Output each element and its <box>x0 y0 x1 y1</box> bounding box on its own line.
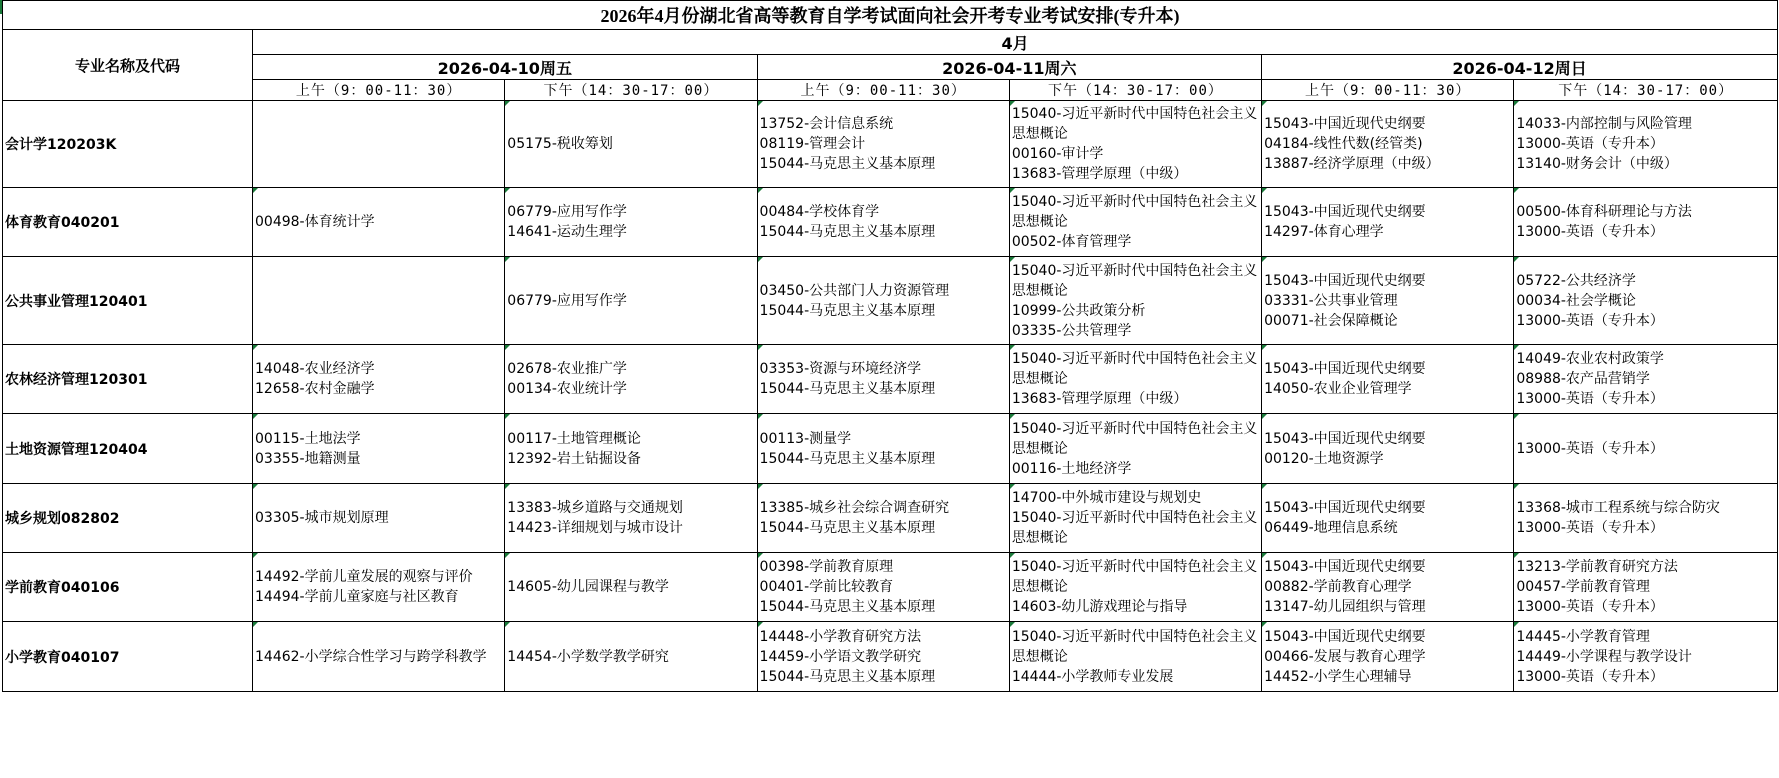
schedule-cell[interactable] <box>1514 414 1778 484</box>
exam-course: 14605-幼儿园课程与教学 <box>507 579 669 595</box>
schedule-cell[interactable] <box>253 622 505 692</box>
schedule-cell[interactable] <box>505 484 757 553</box>
exam-course: 08119-管理会计 <box>759 136 866 152</box>
schedule-cell[interactable] <box>757 553 1009 622</box>
exam-course: 13000-英语（专升本） <box>1516 136 1664 152</box>
exam-course: 15044-马克思主义基本原理 <box>759 156 936 172</box>
exam-course: 00502-体育管理学 <box>1011 234 1132 250</box>
schedule-cell[interactable] <box>253 257 505 345</box>
exam-course: 12658-农村金融学 <box>255 381 375 397</box>
schedule-cell[interactable] <box>253 553 505 622</box>
session-header-pm[interactable]: 下午（14：30-17：00） <box>505 80 757 101</box>
cell-comment-indicator-icon <box>758 345 763 350</box>
month-header[interactable]: 4月 <box>253 30 1778 55</box>
exam-course: 15043-中国近现代史纲要 <box>1264 559 1426 575</box>
schedule-cell[interactable] <box>1262 553 1514 622</box>
schedule-cell[interactable] <box>253 188 505 257</box>
exam-course: 14603-幼儿游戏理论与指导 <box>1011 599 1188 615</box>
cell-comment-indicator-icon <box>1010 257 1015 262</box>
schedule-cell[interactable] <box>253 101 505 188</box>
exam-course: 00498-体育统计学 <box>255 214 375 230</box>
exam-course: 13000-英语（专升本） <box>1516 391 1664 407</box>
exam-course: 14033-内部控制与风险管理 <box>1516 116 1692 132</box>
major-row <box>3 101 1778 188</box>
cell-comment-indicator-icon <box>758 101 763 106</box>
cell-comment-indicator-icon <box>1262 414 1267 419</box>
exam-course: 15044-马克思主义基本原理 <box>759 668 936 685</box>
exam-course: 15040-习近平新时代中国特色社会主义思想概论 <box>1011 510 1258 546</box>
exam-course: 00401-学前比较教育 <box>759 579 894 595</box>
exam-course: 13000-英语（专升本） <box>1516 599 1664 615</box>
exam-course: 15040-习近平新时代中国特色社会主义思想概论 <box>1011 351 1258 387</box>
cell-comment-indicator-icon <box>253 553 258 558</box>
major-row <box>3 257 1778 345</box>
schedule-cell[interactable] <box>505 257 757 345</box>
session-header-am[interactable]: 上午（9：00-11：30） <box>1262 80 1514 101</box>
cell-comment-indicator-icon <box>253 484 258 489</box>
cell-comment-indicator-icon <box>253 188 258 193</box>
exam-course: 14048-农业经济学 <box>255 361 375 377</box>
major-name-cell[interactable]: 农林经济管理120301 <box>3 345 253 414</box>
schedule-cell[interactable] <box>757 188 1009 257</box>
schedule-cell[interactable] <box>1009 622 1261 692</box>
schedule-cell[interactable] <box>757 484 1009 553</box>
cell-comment-indicator-icon <box>253 414 258 419</box>
exam-course: 03353-资源与环境经济学 <box>759 361 922 377</box>
day-row <box>3 55 1778 80</box>
exam-course: 12392-岩土钻掘设备 <box>507 450 641 467</box>
exam-course: 02678-农业推广学 <box>507 361 627 377</box>
cell-comment-indicator-icon <box>505 622 510 627</box>
cell-comment-indicator-icon <box>1010 553 1015 558</box>
cell-comment-indicator-icon <box>1514 188 1519 193</box>
schedule-cell[interactable] <box>505 345 757 414</box>
exam-course: 06779-应用写作学 <box>507 292 627 309</box>
cell-comment-indicator-icon <box>505 553 510 558</box>
exam-course: 00398-学前教育原理 <box>759 559 894 575</box>
schedule-cell[interactable] <box>505 188 757 257</box>
day-header-0411[interactable]: 2026-04-11周六 <box>757 55 1262 80</box>
exam-course: 15044-马克思主义基本原理 <box>759 381 936 397</box>
exam-course: 15040-习近平新时代中国特色社会主义思想概论 <box>1011 420 1258 457</box>
cell-comment-indicator-icon <box>1010 622 1015 627</box>
schedule-cell[interactable] <box>1514 345 1778 414</box>
exam-course: 14444-小学教师专业发展 <box>1011 668 1174 685</box>
major-name-cell[interactable]: 学前教育040106 <box>3 553 253 622</box>
cell-comment-indicator-icon <box>505 101 510 106</box>
session-header-pm[interactable]: 下午（14：30-17：00） <box>1009 80 1261 101</box>
exam-course: 00882-学前教育心理学 <box>1264 579 1412 595</box>
schedule-cell[interactable] <box>253 484 505 553</box>
cell-comment-indicator-icon <box>1262 622 1267 627</box>
exam-course: 00115-土地法学 <box>255 430 361 447</box>
schedule-cell[interactable] <box>1009 553 1261 622</box>
exam-course: 15040-习近平新时代中国特色社会主义思想概论 <box>1011 106 1258 142</box>
exam-course: 00116-土地经济学 <box>1011 460 1132 477</box>
exam-course: 08988-农产品营销学 <box>1516 371 1650 387</box>
session-header-am[interactable]: 上午（9：00-11：30） <box>757 80 1009 101</box>
sheet-title[interactable]: 2026年4月份湖北省高等教育自学考试面向社会开考专业考试安排(专升本) <box>3 1 1778 30</box>
schedule-cell[interactable] <box>1514 484 1778 553</box>
schedule-cell[interactable] <box>1009 101 1261 188</box>
exam-course: 14454-小学数学教学研究 <box>507 648 669 665</box>
exam-course: 00117-土地管理概论 <box>507 430 641 447</box>
exam-course: 03331-公共事业管理 <box>1264 292 1398 309</box>
cell-comment-indicator-icon <box>758 257 763 262</box>
cell-comment-indicator-icon <box>1010 484 1015 489</box>
exam-course: 15040-习近平新时代中国特色社会主义思想概论 <box>1011 628 1258 665</box>
exam-course: 13000-英语（专升本） <box>1516 312 1664 329</box>
exam-course: 15043-中国近现代史纲要 <box>1264 361 1426 377</box>
exam-course: 13000-英语（专升本） <box>1516 520 1664 536</box>
session-header-pm[interactable]: 下午（14：30-17：00） <box>1514 80 1778 101</box>
schedule-cell[interactable] <box>1262 188 1514 257</box>
exam-course: 00484-学校体育学 <box>759 204 880 220</box>
cell-comment-indicator-icon <box>505 257 510 262</box>
cell-comment-indicator-icon <box>505 414 510 419</box>
exam-course: 14448-小学教育研究方法 <box>759 628 922 645</box>
schedule-cell[interactable] <box>1262 257 1514 345</box>
exam-course: 14297-体育心理学 <box>1264 224 1384 240</box>
schedule-cell[interactable] <box>757 345 1009 414</box>
exam-course: 06779-应用写作学 <box>507 204 627 220</box>
exam-course: 15040-习近平新时代中国特色社会主义思想概论 <box>1011 559 1258 595</box>
cell-comment-indicator-icon <box>1010 188 1015 193</box>
cell-comment-indicator-icon <box>1514 414 1519 419</box>
cell-comment-indicator-icon <box>1010 414 1015 419</box>
exam-course: 00500-体育科研理论与方法 <box>1516 204 1692 220</box>
exam-course: 14050-农业企业管理学 <box>1264 381 1412 397</box>
schedule-cell[interactable] <box>1009 484 1261 553</box>
major-row <box>3 484 1778 553</box>
schedule-cell[interactable] <box>253 414 505 484</box>
major-name-cell[interactable]: 城乡规划082802 <box>3 484 253 553</box>
exam-course: 13368-城市工程系统与综合防灾 <box>1516 500 1720 516</box>
exam-course: 15044-马克思主义基本原理 <box>759 224 936 240</box>
schedule-cell[interactable] <box>1262 414 1514 484</box>
cell-comment-indicator-icon <box>758 553 763 558</box>
cell-comment-indicator-icon <box>1262 553 1267 558</box>
exam-course: 10999-公共政策分析 <box>1011 302 1146 319</box>
exam-course: 15044-马克思主义基本原理 <box>759 450 936 467</box>
cell-comment-indicator-icon <box>505 188 510 193</box>
exam-course: 13213-学前教育研究方法 <box>1516 559 1678 575</box>
schedule-cell[interactable] <box>505 553 757 622</box>
exam-course: 13140-财务会计（中级） <box>1516 156 1678 172</box>
exam-course: 15040-习近平新时代中国特色社会主义思想概论 <box>1011 262 1258 299</box>
cell-comment-indicator-icon <box>1514 257 1519 262</box>
exam-course: 14459-小学语文教学研究 <box>759 648 922 665</box>
major-row <box>3 188 1778 257</box>
major-column-header[interactable]: 专业名称及代码 <box>3 30 253 101</box>
exam-course: 13385-城乡社会综合调查研究 <box>759 500 950 516</box>
exam-course: 13683-管理学原理（中级） <box>1011 391 1188 407</box>
exam-course: 15043-中国近现代史纲要 <box>1264 272 1426 289</box>
cell-comment-indicator-icon <box>1262 257 1267 262</box>
month-row <box>3 30 1778 55</box>
exam-course: 14700-中外城市建设与规划史 <box>1011 490 1202 506</box>
exam-course: 00134-农业统计学 <box>507 381 627 397</box>
exam-schedule-table <box>2 0 1778 692</box>
cell-comment-indicator-icon <box>1262 188 1267 193</box>
cell-comment-indicator-icon <box>758 622 763 627</box>
exam-course: 00457-学前教育管理 <box>1516 579 1650 595</box>
schedule-cell[interactable] <box>1514 553 1778 622</box>
schedule-cell[interactable] <box>1009 188 1261 257</box>
cell-comment-indicator-icon <box>1010 345 1015 350</box>
cell-comment-indicator-icon <box>758 414 763 419</box>
exam-course: 06449-地理信息系统 <box>1264 520 1398 536</box>
cell-comment-indicator-icon <box>1514 622 1519 627</box>
exam-course: 15043-中国近现代史纲要 <box>1264 500 1426 516</box>
exam-course: 05175-税收筹划 <box>507 136 613 152</box>
schedule-cell[interactable] <box>1262 484 1514 553</box>
major-row <box>3 553 1778 622</box>
exam-course: 00071-社会保障概论 <box>1264 312 1398 329</box>
exam-course: 13383-城乡道路与交通规划 <box>507 500 683 516</box>
exam-course: 15043-中国近现代史纲要 <box>1264 628 1426 645</box>
schedule-cell[interactable] <box>1514 622 1778 692</box>
exam-course: 14449-小学课程与教学设计 <box>1516 648 1692 665</box>
schedule-cell[interactable] <box>1009 257 1261 345</box>
schedule-cell[interactable] <box>757 414 1009 484</box>
exam-course: 00113-测量学 <box>759 430 852 447</box>
exam-course: 13000-英语（专升本） <box>1516 224 1664 240</box>
exam-course: 03355-地籍测量 <box>255 450 361 467</box>
exam-course: 14445-小学教育管理 <box>1516 628 1650 645</box>
exam-course: 14462-小学综合性学习与跨学科教学 <box>255 648 487 665</box>
cell-comment-indicator-icon <box>1514 484 1519 489</box>
exam-course: 15044-马克思主义基本原理 <box>759 520 936 536</box>
cell-comment-indicator-icon <box>1262 345 1267 350</box>
schedule-cell[interactable] <box>1514 101 1778 188</box>
schedule-cell[interactable] <box>1262 101 1514 188</box>
schedule-cell[interactable] <box>1009 414 1261 484</box>
day-header-0410[interactable]: 2026-04-10周五 <box>253 55 758 80</box>
cell-comment-indicator-icon <box>505 345 510 350</box>
session-header-am[interactable]: 上午（9：00-11：30） <box>253 80 505 101</box>
cell-comment-indicator-icon <box>505 484 510 489</box>
major-name-cell[interactable]: 土地资源管理120404 <box>3 414 253 484</box>
cell-comment-indicator-icon <box>1514 345 1519 350</box>
cell-comment-indicator-icon <box>1514 101 1519 106</box>
exam-course: 04184-线性代数(经管类) <box>1264 136 1423 152</box>
schedule-cell[interactable] <box>757 257 1009 345</box>
major-name-cell[interactable]: 会计学120203K <box>3 101 253 188</box>
cell-comment-indicator-icon <box>1514 553 1519 558</box>
exam-course: 03335-公共管理学 <box>1011 322 1132 339</box>
exam-course: 00120-土地资源学 <box>1264 450 1384 467</box>
major-row <box>3 345 1778 414</box>
cell-comment-indicator-icon <box>253 345 258 350</box>
exam-course: 15040-习近平新时代中国特色社会主义思想概论 <box>1011 194 1258 230</box>
session-row <box>3 80 1778 101</box>
schedule-cell[interactable] <box>505 414 757 484</box>
major-row <box>3 414 1778 484</box>
exam-course: 13683-管理学原理（中级） <box>1011 166 1188 182</box>
schedule-cell[interactable] <box>1262 622 1514 692</box>
schedule-cell[interactable] <box>505 622 757 692</box>
day-header-0412[interactable]: 2026-04-12周日 <box>1262 55 1778 80</box>
exam-course: 14049-农业农村政策学 <box>1516 351 1664 367</box>
exam-course: 13000-英语（专升本） <box>1516 440 1664 457</box>
schedule-cell[interactable] <box>1262 345 1514 414</box>
exam-course: 14492-学前儿童发展的观察与评价 <box>255 569 473 585</box>
title-row <box>3 1 1778 30</box>
major-name-cell[interactable]: 公共事业管理120401 <box>3 257 253 345</box>
cell-comment-indicator-icon <box>1262 101 1267 106</box>
exam-course: 13887-经济学原理（中级） <box>1264 156 1440 172</box>
exam-course: 13752-会计信息系统 <box>759 116 894 132</box>
exam-course: 15044-马克思主义基本原理 <box>759 302 936 319</box>
schedule-cell[interactable] <box>1009 345 1261 414</box>
schedule-cell[interactable] <box>1514 257 1778 345</box>
exam-course: 00034-社会学概论 <box>1516 292 1636 309</box>
schedule-cell[interactable] <box>505 101 757 188</box>
cell-comment-indicator-icon <box>1010 101 1015 106</box>
exam-course: 15043-中国近现代史纲要 <box>1264 204 1426 220</box>
exam-course: 13147-幼儿园组织与管理 <box>1264 599 1426 615</box>
schedule-cell[interactable] <box>757 101 1009 188</box>
cell-comment-indicator-icon <box>758 188 763 193</box>
exam-course: 15043-中国近现代史纲要 <box>1264 116 1426 132</box>
schedule-cell[interactable] <box>757 622 1009 692</box>
exam-course: 03450-公共部门人力资源管理 <box>759 282 950 299</box>
cell-comment-indicator-icon <box>253 622 258 627</box>
schedule-cell[interactable] <box>253 345 505 414</box>
exam-course: 13000-英语（专升本） <box>1516 668 1664 685</box>
exam-course: 14494-学前儿童家庭与社区教育 <box>255 589 459 605</box>
exam-course: 14641-运动生理学 <box>507 224 627 240</box>
exam-course: 15044-马克思主义基本原理 <box>759 599 936 615</box>
exam-course: 14423-详细规划与城市设计 <box>507 520 683 536</box>
schedule-cell[interactable] <box>1514 188 1778 257</box>
exam-course: 15043-中国近现代史纲要 <box>1264 430 1426 447</box>
cell-comment-indicator-icon <box>1262 484 1267 489</box>
exam-course: 14452-小学生心理辅导 <box>1264 668 1412 685</box>
cell-comment-indicator-icon <box>758 484 763 489</box>
major-name-cell[interactable]: 体育教育040201 <box>3 188 253 257</box>
major-name-cell[interactable]: 小学教育040107 <box>3 622 253 692</box>
major-row <box>3 622 1778 692</box>
exam-course: 05722-公共经济学 <box>1516 272 1636 289</box>
exam-course: 00160-审计学 <box>1011 146 1104 162</box>
exam-course: 00466-发展与教育心理学 <box>1264 648 1426 665</box>
exam-course: 03305-城市规划原理 <box>255 510 389 526</box>
